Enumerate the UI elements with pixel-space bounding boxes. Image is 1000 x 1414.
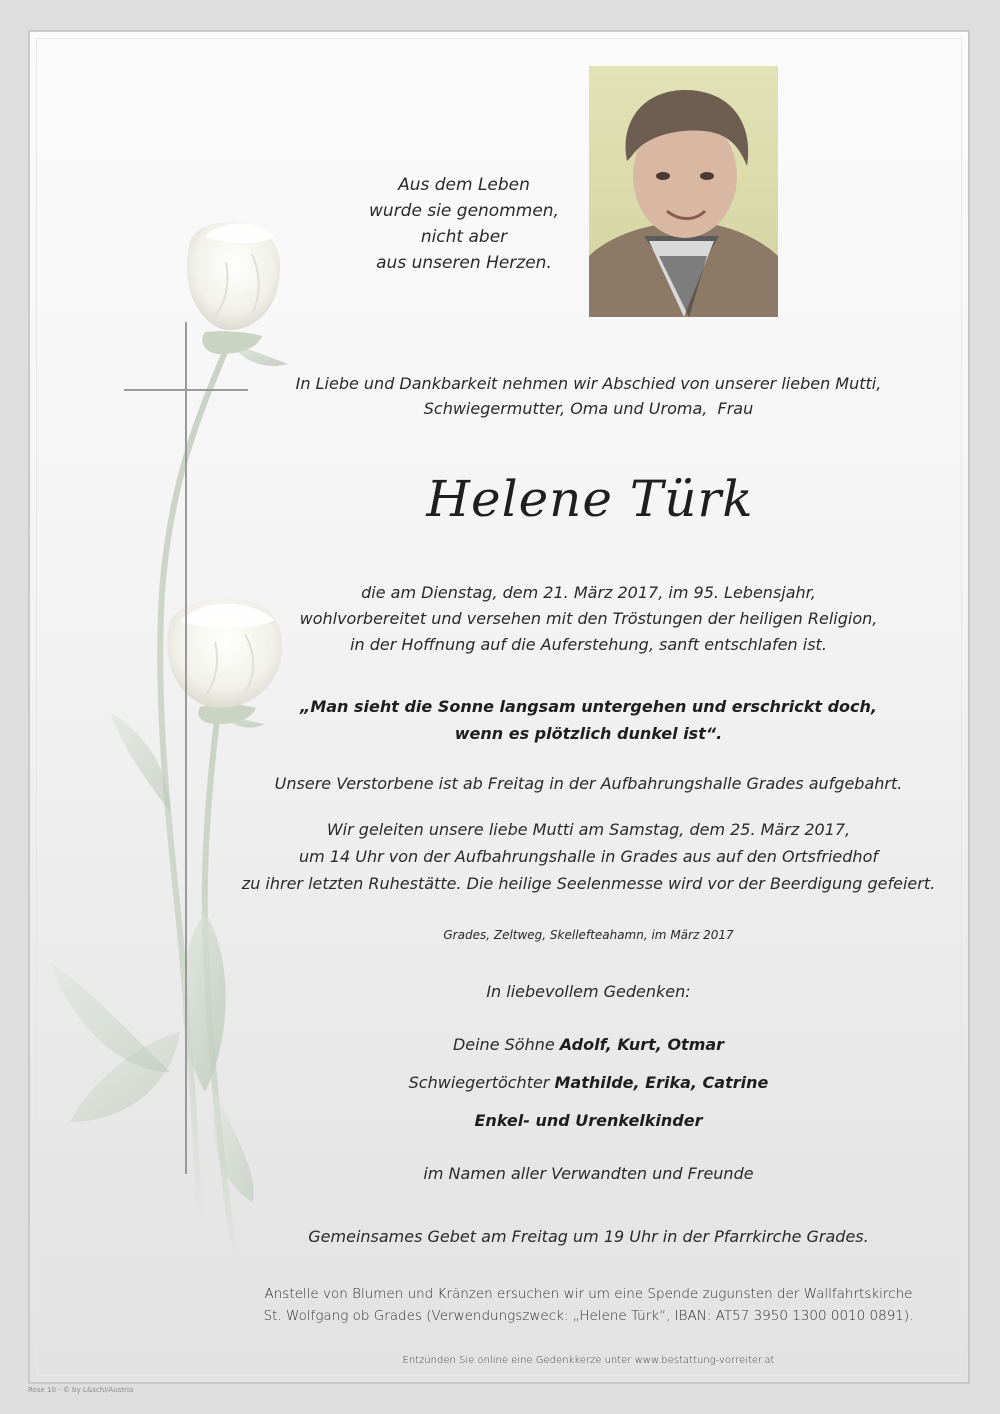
online-candle-link[interactable]: Entzünden Sie online eine Gedenkkerze unter www.bestattung-vorreiter.at: [402, 1355, 775, 1366]
funeral-line: zu ihrer letzten Ruhestätte. Die heilige Seelenmesse wird vor der Beerdigung gefeiert.: [241, 874, 936, 893]
relatives-line: im Namen aller Verwandten und Freunde: [423, 1164, 754, 1183]
quote-line: wenn es plötzlich dunkel ist“.: [454, 724, 723, 743]
mourner-names: Mathilde, Erika, Catrine: [554, 1073, 769, 1092]
prayer-notice: Gemeinsames Gebet am Freitag um 19 Uhr in der Pfarrkirche Grades.: [308, 1227, 869, 1246]
cross-horizontal-bar: [124, 389, 248, 391]
death-text-line: in der Hoffnung auf die Auferstehung, sanft entschlafen ist.: [350, 635, 827, 654]
quote: [245, 693, 932, 747]
mourner-names: Enkel- und Urenkelkinder: [474, 1111, 703, 1130]
death-text-line: wohlvorbereitet und versehen mit den Tröstungen der heiligen Religion,: [299, 609, 878, 628]
mourner-names: Adolf, Kurt, Otmar: [559, 1035, 725, 1054]
poem-line: Aus dem Leben: [398, 175, 530, 195]
mourner-prefix: Deine Söhne: [452, 1035, 560, 1054]
viewing-notice: Unsere Verstorbene ist ab Freitag in der Aufbahrungshalle Grades aufgebahrt.: [274, 774, 903, 793]
funeral-notice: [235, 816, 942, 897]
upper-rose: [187, 222, 280, 354]
funeral-line: Wir geleiten unsere liebe Mutti am Samstag, dem 25. März 2017,: [326, 820, 851, 839]
poem-line: wurde sie genommen,: [369, 201, 559, 221]
donation-line: St. Wolfgang ob Grades (Verwendungszweck: „Helene Türk“, IBAN: AT57 3950 1300 0010 0891).: [263, 1308, 914, 1324]
image-credit: Rose 10 - © by L&schl/Austria: [28, 1386, 134, 1394]
obituary-sheet: [28, 30, 970, 1384]
portrait-illustration: [589, 66, 778, 317]
death-text-line: die am Dienstag, dem 21. März 2017, im 95. Lebensjahr,: [361, 583, 816, 602]
memory-heading: In liebevollem Gedenken:: [486, 982, 691, 1001]
cross-vertical-bar: [185, 322, 187, 1174]
donation-line: Anstelle von Blumen und Kränzen ersuchen wir um eine Spende zugunsten der Wallfahrtskirche: [264, 1286, 913, 1302]
place-date: Grades, Zeltweg, Skellefteahamn, im März 2017: [443, 928, 734, 942]
mourner-line: [245, 1070, 932, 1096]
mourner-prefix: Schwiegertöchter: [408, 1073, 555, 1092]
quote-line: „Man sieht die Sonne langsam untergehen und erschrickt doch,: [300, 697, 877, 716]
mourner-line: [245, 1108, 932, 1134]
death-text: [245, 580, 932, 658]
portrait-photo: [589, 66, 778, 317]
funeral-line: um 14 Uhr von der Aufbahrungshalle in Grades aus auf den Ortsfriedhof: [299, 847, 878, 866]
intro-line: Schwiegermutter, Oma und Uroma, Frau: [423, 399, 754, 418]
poem-line: aus unseren Herzen.: [376, 253, 552, 273]
mourner-line: [245, 1032, 932, 1058]
deceased-name: Helene Türk: [426, 470, 754, 528]
leaf: [50, 962, 170, 1072]
poem-line: nicht aber: [420, 227, 508, 247]
poem: [330, 172, 598, 276]
intro-line: In Liebe und Dankbarkeit nehmen wir Abschied von unserer lieben Mutti,: [295, 374, 882, 393]
donation-notice: [225, 1283, 952, 1327]
intro: [245, 371, 932, 421]
